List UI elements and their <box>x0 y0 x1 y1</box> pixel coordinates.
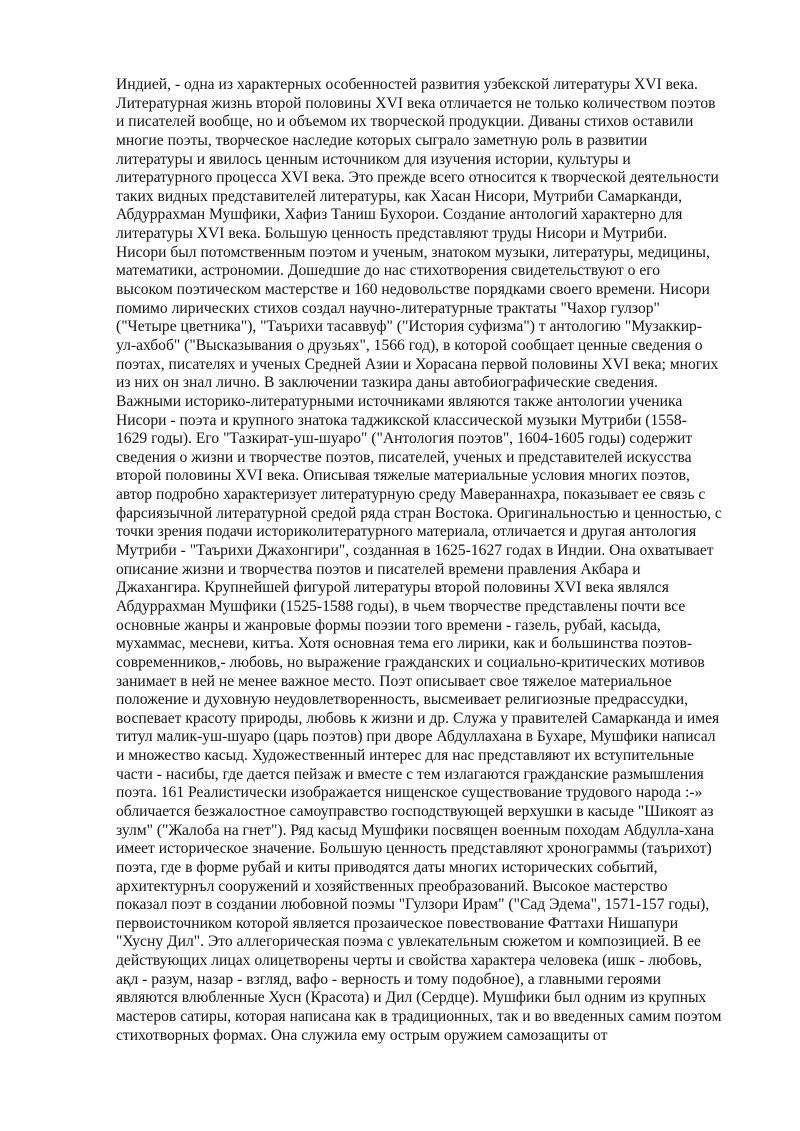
text-line-49: ақл - разум, назар - взгляд, вафо - верность и тому подобное), а главными героями <box>116 970 661 988</box>
text-line-12: высоком поэтическом мастерстве и 160 недовольстве порядками своего времени. Нисори <box>116 281 710 299</box>
text-line-36: титул малик-уш-шуаро (царь поэтов) при дворе Абдуллахана в Бухаре, Мушфики написал <box>116 728 716 746</box>
text-line-2: Литературная жизнь второй половины XVI века отличается не только количеством поэтов <box>116 94 716 112</box>
text-line-14: ("Четыре цветника"), "Таърихи тасаввуф" ("История суфизма") т антологию "Музаккир- <box>116 318 703 336</box>
text-line-33: занимает в ней не менее важное место. Поэт описывает свое тяжелое материальное <box>116 672 672 690</box>
text-line-44: архитектурнъл сооружений и хозяйственных преобразований. Высокое мастерство <box>116 877 668 895</box>
text-line-38: части - насибы, где дается пейзаж и вместе с тем излагаются гражданские размышления <box>116 765 704 783</box>
text-line-26: Мутриби - "Таърихи Джахонгири", созданная в 1625-1627 годах в Индии. Она охватывает <box>116 542 714 560</box>
text-line-3: и писателей вообще, но и объемом их творческой продукции. Диваны стихов оставили <box>116 113 694 131</box>
text-line-29: Абдуррахман Мушфики (1525-1588 годы), в чьем творчестве представлены почти все <box>116 597 686 615</box>
text-line-30: основные жанры и жанровые формы поэзии того времени - газель, рубай, касыда, <box>116 616 661 634</box>
text-line-50: являются влюбленные Хусн (Красота) и Дил (Сердце). Мушфики был одним из крупных <box>116 989 707 1007</box>
text-line-48: действующих лицах олицетворены черты и свойства характера человека (ишк - любовь, <box>116 952 702 970</box>
text-line-31: мухаммас, месневи, китъа. Хотя основная тема его лирики, как и большинства поэтов- <box>116 635 693 653</box>
text-line-5: литературы и явилось ценным источником для изучения истории, культуры и <box>116 150 631 168</box>
text-line-10: Нисори был потомственным поэтом и ученым, знатоком музыки, литературы, медицины, <box>116 243 710 261</box>
text-line-16: поэтах, писателях и ученых Средней Азии и Хорасана первой половины XVI века; многих <box>116 355 719 373</box>
text-line-35: воспевает красоту природы, любовь к жизни и др. Служа у правителей Самарканда и имея <box>116 709 720 727</box>
text-line-11: математики, астрономии. Дошедшие до нас стихотворения свидетельствуют о его <box>116 262 661 280</box>
text-line-28: Джахангира. Крупнейшей фигурой литературы второй половины XVI века являлся <box>116 579 669 597</box>
text-line-25: точки зрения подачи историколитературного материала, отличается и другая антология <box>116 523 697 541</box>
text-line-52: стихотворных формах. Она служила ему острым оружием самозащиты от <box>116 1026 608 1044</box>
text-line-41: зулм" ("Жалоба на гнет"). Ряд касыд Мушфики посвящен военным походам Абдулла-хана <box>116 821 715 839</box>
text-line-15: ул-ахбоб" ("Высказывания о друзьях", 1566 год), в которой сообщает ценные сведения о <box>116 336 703 354</box>
text-line-46: первоисточником которой является прозаическое повествование Фаттахи Нишапури <box>116 914 679 932</box>
text-line-4: многие поэты, творческое наследие которых сыграло заметную роль в развитии <box>116 131 648 149</box>
text-line-21: сведения о жизни и творчестве поэтов, писателей, ученых и представителей искусства <box>116 448 692 466</box>
text-line-43: поэта, где в форме рубай и киты приводятся даты многих исторических событий, <box>116 858 658 876</box>
text-line-13: помимо лирических стихов создал научно-литературные трактаты "Чахор гулзор" <box>116 299 660 317</box>
text-line-27: описание жизни и творчества поэтов и писателей времени правления Акбара и <box>116 560 641 578</box>
text-line-20: 1629 годы). Его "Тазкират-уш-шуаро" ("Антология поэтов", 1604-1605 годы) содержит <box>116 430 693 448</box>
text-line-37: и множество касыд. Художественный интерес для нас представляют их вступительные <box>116 747 694 765</box>
text-line-45: показал поэт в создании любовной поэмы "Гулзори Ирам" ("Сад Эдема", 1571-157 годы), <box>116 896 710 914</box>
text-line-6: литературного процесса XVI века. Это прежде всего относится к творческой деятельности <box>116 169 719 187</box>
text-line-51: мастеров сатиры, которая написана как в традиционных, так и во введенных самим поэтом <box>116 1008 722 1026</box>
text-line-40: обличается безжалостное самоуправство господствующей верхушки в касыде "Шикоят аз <box>116 802 714 820</box>
text-line-47: "Хусну Дил". Это аллегорическая поэма с увлекательным сюжетом и композицией. В ее <box>116 933 701 951</box>
document-body <box>116 76 746 1045</box>
text-line-9: литературы XVI века. Большую ценность представляют труды Нисори и Мутриби. <box>116 225 668 243</box>
text-line-23: автор подробно характеризует литературную среду Мавераннахра, показывает ее связь с <box>116 486 706 504</box>
text-line-7: таких видных представителей литературы, как Хасан Нисори, Мутриби Самарканди, <box>116 187 683 205</box>
text-line-24: фарсиязычной литературной средой ряда стран Востока. Оригинальностью и ценностью, с <box>116 504 722 522</box>
text-line-32: современников,- любовь, но выражение гражданских и социально-критических мотивов <box>116 653 705 671</box>
text-line-39: поэта. 161 Реалистически изображается нищенское существование трудового народа :-» <box>116 784 703 802</box>
text-line-42: имеет историческое значение. Большую ценность представляют хронограммы (таърихот) <box>116 840 712 858</box>
text-line-34: положение и духовную неудовлетворенность, высмеивает религиозные предрассудки, <box>116 691 689 709</box>
text-line-19: Нисори - поэта и крупного знатока таджикской классической музыки Мутриби (1558- <box>116 411 687 429</box>
text-line-17: из них он знал лично. В заключении тазкира даны автобиографические сведения. <box>116 374 658 392</box>
text-line-18: Важными историко-литературными источниками являются также антологии ученика <box>116 392 683 410</box>
text-line-22: второй половины XVI века. Описывая тяжелые материальные условия многих поэтов, <box>116 467 690 485</box>
text-line-8: Абдуррахман Мушфики, Хафиз Таниш Бухорои. Создание антологий характерно для <box>116 206 683 224</box>
text-line-1: Индией, - одна из характерных особенностей развития узбекской литературы XVI века. <box>116 76 698 93</box>
